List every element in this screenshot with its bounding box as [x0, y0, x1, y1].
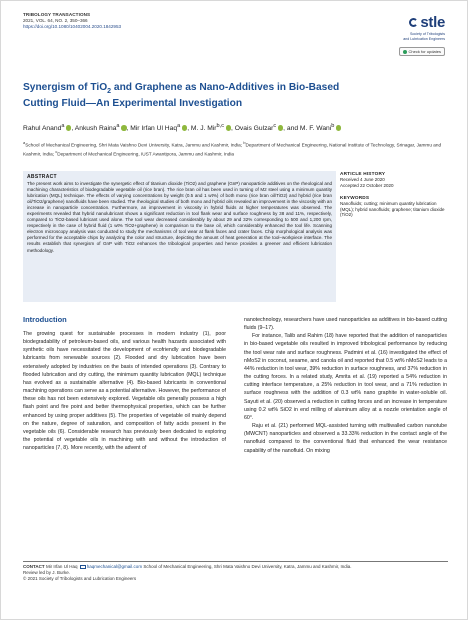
affiliation-c: Department of Mechanical Engineering, IUST Awantipora, Jammu and Kashmir, India	[57, 151, 235, 157]
article-title	[23, 82, 353, 111]
article-info-sidebar	[340, 171, 448, 218]
intro-paragraph-1: The growing quest for sustainable processes in modern industry (1), poor biodegradability of petroleum-based oils, and various health hazards associated with synthetic oils have necessitated the development of ecofriendly and biodegradable lubricants from renewable sources (2). Flooded and dry lubrication have been extensively adopted by industries on the basis of intended operations (3). Contrary to flooded lubrication and dry cutting, the minimum quantity lubrication (MQL) technique has evolved as a sustainable alternative (4). Bio-based lubricants in conventional machining operations can serve as a potential alternative. However, the performance of these oils has not been extensively explored. Vegetable oils generally possess a high flash point and fire point and better thermophysical properties, which can be further enhanced by using proper additives (5). The properties of vegetable oil mainly depend on the nature, degree of saturation, and composition of fatty acids present in the vegetable oils (6). Considerable research has previously been dedicated to exploring the potential of vegetable oils in machining with and without the introduction of nanoparticles (7, 8). More recently, with the advent of	[23, 331, 226, 452]
author-entry[interactable]	[23, 125, 71, 132]
email-icon	[80, 565, 86, 569]
journal-doi-link[interactable]: https://doi.org/10.1080/10402004.2020.1842953	[23, 24, 122, 30]
stle-logo-icon	[409, 18, 418, 27]
orcid-icon[interactable]	[121, 125, 127, 131]
author-affiliation-mark: c	[273, 123, 277, 129]
contact-email-link[interactable]: haqmechanical@gmail.com	[86, 564, 143, 569]
orcid-icon[interactable]	[226, 125, 232, 131]
author-name: Rahul Anand	[23, 125, 62, 133]
publisher-logo-text: stle	[420, 14, 445, 31]
body-column-right	[244, 316, 447, 455]
publisher-tagline-2: and Lubrication Engineers	[403, 37, 445, 42]
author-name: Mir Irfan Ul Haq	[130, 125, 178, 133]
intro-paragraph-4: Raju et al. (21) performed MQL-assisted turning with multiwalled carbon nanotube (MWCNT) nanoparticles and observed a 33.33% reduction in the contact angle of the nanofluid compared to the conventional fluid that enhanced the wear resistance capability of the nanofluid. On mixing	[244, 423, 447, 454]
author-entry[interactable]	[75, 125, 127, 132]
title-subscript: 2	[107, 88, 112, 96]
author-entry[interactable]	[235, 125, 283, 132]
abstract-text: The present work aims to investigate the synergetic effect of titanium dioxide (TiO2) and graphene (GnP) nanoparticle additives on the rheological and machining characteristics of biodegradable vegetable oil (rice bran). The rice bran oil has been used in turning of M2 steel using a minimum quantity lubrication (MQL) technique. The effects of varying concentrations by weight (0.5 and 1 wt%) of both mono (rice bran oil/TiO2) and hybrid (rice bran oil/TiO2/graphene) nanofluids have been studied. The rheological studies of both mono and hybrid oils revealed an improvement in the viscosity with an increase in nanoparticle concentration. Furthermore, an improvement in viscosity in hybrid fluids at higher temperatures was observed. The experiments revealed that hybrid nanolubricant shows a significant reduction in tool flank wear and surface roughness by 38 and 11%, respectively, compared to TiO2-based lubricant used alone. The tool wear decreased considerably by about 29 and 32% corresponding to 500 and 1,200 rpm, respectively in the case of hybrid fluid (1 wt% TiO2+graphene) in comparison to the base oil, which considerably enhanced the tool life. Scanning electron microscopy analysis was conducted to study the mechanisms of tool wear at flank faces and crater faces. Chip morphological analysis was performed for the acceptable chips by analyzing the color and structure, depicting the amount of heat generation at the tool–workpiece interface. The results establish that synergism of GnP with TiO2 enhances the tribological properties and hence provides a greener and efficient lubrication methodology.	[27, 181, 332, 253]
intro-paragraph-2: nanotechnology, researchers have used nanoparticles as additives in bio-based cutting fluids (9–17).	[244, 317, 447, 332]
footer-notes	[23, 564, 448, 583]
orcid-icon[interactable]	[278, 125, 284, 131]
orcid-icon[interactable]	[66, 125, 72, 131]
abstract-box	[23, 171, 336, 302]
orcid-icon[interactable]	[182, 125, 188, 131]
author-entry[interactable]	[130, 125, 187, 132]
check-updates-icon	[403, 50, 407, 54]
contact-name: Mir Irfan Ul Haq	[45, 564, 78, 569]
contact-address: School of Mechanical Engineering, Shri Mata Vaishno Devi University, Katra, Jammu and Kashmir, India.	[143, 564, 352, 569]
author-name: Ankush Raina	[74, 125, 117, 133]
title-part-2: and Graphene as Nano-Additives in Bio-Based Cutting Fluid—An Experimental Investigation	[23, 82, 340, 110]
check-updates-button[interactable]	[399, 47, 445, 56]
author-affiliation-mark: b,c	[216, 123, 224, 129]
body-column-left	[23, 316, 226, 452]
author-affiliation-mark: a	[177, 123, 181, 129]
author-entry[interactable]	[191, 125, 231, 132]
copyright-note: © 2021 Society of Tribologists and Lubrication Engineers	[23, 576, 137, 582]
history-accepted: Accepted 22 October 2020	[340, 182, 394, 188]
author-list: Rahul Anand$^a$ , Ankush Raina$^a$ , Mir Irfan Ul Haq$^a$ , M. J. Mir$^{b,c}$ , Ovais Gulzar$^c$ , and M. F. Wani$^b$	[23, 122, 453, 134]
publisher-logo[interactable]	[375, 14, 445, 41]
title-part-1: Synergism of TiO	[23, 82, 108, 93]
author-affiliation-mark: a	[61, 123, 65, 129]
author-entry[interactable]	[300, 125, 341, 132]
history-received: Received 4 June 2020	[340, 176, 385, 182]
intro-paragraph-3: For instance, Talib and Rahim (18) have reported that the addition of nanoparticles in bio-based vegetable oils resulted in improved tribological performance by reducing the tool wear rate and surface roughness. Padmini et al. (16) investigated the effect of nMoS2 in coconut, sesame, and canola oil and reported that 0.5 wt% nMoS2 leads to a 44% reduction in tool wear, 39% reduction in surface roughness, and 37% reduction in the cutting forces. In a related study, Amrita et al. (19) reported a 54% reduction in cutting interface temperature, a 25% reduction in tool wear, and a 71% reduction in surface roughness with the addition of 0.3 wt% nano graphite in water-soluble oil. Sayuti et al. (20) observed a reduction in cutting forces and an increase in temperature using 0.2 wt% SiO2 in end milling of aluminum alloy at a nozzle orientation angle of 60°.	[244, 333, 447, 421]
history-heading: ARTICLE HISTORY	[340, 171, 386, 176]
author-name: Ovais Gulzar	[234, 125, 274, 133]
footer-divider	[23, 561, 448, 562]
author-name: M. J. Mir	[190, 125, 217, 133]
review-note: Review led by J. Burke.	[23, 570, 71, 576]
contact-label: CONTACT	[23, 564, 45, 569]
author-affiliation-mark: a	[116, 123, 120, 129]
orcid-icon[interactable]	[336, 125, 342, 131]
keywords-list: Nanofluids; cutting; minimum quantity lubrication (MQL); hybrid nanofluids; graphene; titanium dioxide (TiO2)	[340, 200, 445, 218]
section-heading-introduction: Introduction	[23, 315, 67, 324]
affiliations: $^a$School of Mechanical Engineering, Shri Mata Vaishno Devi University, Katra, Jammu and Kashmir, India; $^b$Department of Mechanical Engineering, National Institute of Technology, Srinagar, Jammu and Kashmir, India; $^c$Department of Mechanical Engineering, IUST Awantipora, Jammu and Kashmir, India	[23, 140, 442, 157]
abstract-heading: ABSTRACT	[27, 174, 57, 180]
author-name: M. F. Wani	[299, 125, 332, 133]
affiliation-b: Department of Mechanical Engineering, National Institute of Technology, Srinagar, Jammu and Kashmir, India;	[23, 142, 442, 157]
author-affiliation-mark: b	[331, 123, 335, 129]
check-updates-label: Check for updates	[408, 49, 441, 54]
journal-header	[23, 12, 121, 31]
journal-issue: 2021, VOL. 64, NO. 2, 350–366	[23, 18, 88, 24]
keywords-heading: KEYWORDS	[340, 194, 370, 200]
publisher-tagline-1: Society of Tribologists	[410, 32, 445, 36]
affiliation-a: School of Mechanical Engineering, Shri Mata Vaishno Devi University, Katra, Jammu and Kashmir, India;	[25, 142, 243, 148]
journal-name: TRIBOLOGY TRANSACTIONS	[23, 12, 91, 17]
